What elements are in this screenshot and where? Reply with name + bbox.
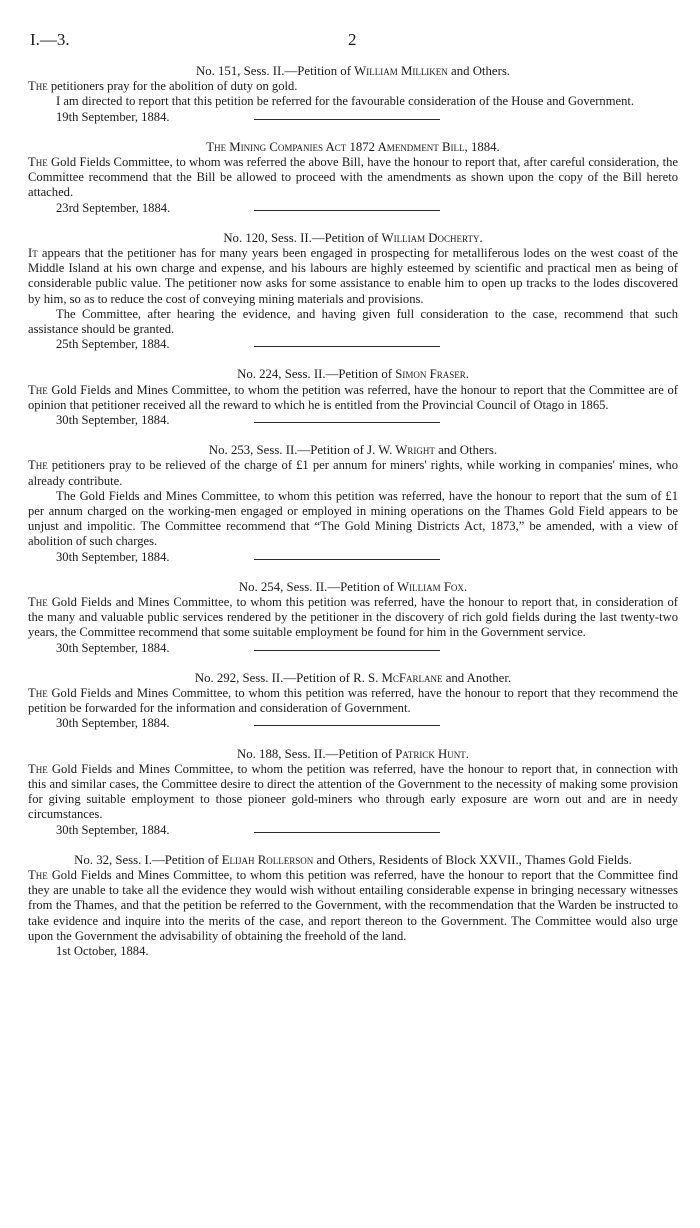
- section-divider: [254, 346, 440, 347]
- petitioner-name: Patrick Hunt: [395, 746, 466, 761]
- page-number: 2: [348, 30, 357, 49]
- report-section: [28, 671, 678, 732]
- report-date: 30th September, 1884.: [56, 413, 170, 428]
- section-divider: [254, 559, 440, 560]
- report-section: [28, 747, 678, 838]
- report-paragraph: The petitioners pray for the abolition of duty on gold.: [28, 79, 298, 94]
- petitioner-name: William Milliken: [354, 64, 448, 78]
- report-paragraph: It appears that the petitioner has for many years been engaged in prospecting for metalliferous lodes on the west coast of the Middle Island at his own charge and expense, and his labours are highly esteemed by scientific and practical men as being of considerable public value. The petitioner now asks for some assistance to enable him to open up tracks to the lodes discovered by him, so as to reduce the cost of conveying mining materials and provisions.: [28, 246, 678, 306]
- petitioner-name: William Fox: [397, 579, 464, 594]
- report-date: 25th September, 1884.: [56, 337, 170, 352]
- section-divider: [254, 119, 440, 120]
- petitioner-name: J. W. Wright: [367, 443, 435, 458]
- report-date-line: [28, 944, 678, 959]
- report-section: [28, 140, 678, 216]
- section-divider: [254, 210, 440, 211]
- report-paragraph: The Gold Fields and Mines Committee, to whom the petition was referred, have the honour to report that the Committee are of opinion that petitioner received all the reward to which he is entitled from the Provincial Council of Otago in 1865.: [28, 382, 678, 412]
- report-date-line: [28, 823, 678, 838]
- petitioner-name: Simon Fraser: [395, 367, 466, 382]
- section-title: No. 188, Sess. II.—Petition of Patrick Hunt.: [237, 746, 469, 761]
- report-date: 30th September, 1884.: [56, 822, 170, 837]
- section-title: No. 151, Sess. II.—Petition of William Milliken and Others.: [195, 64, 511, 78]
- section-title: No. 32, Sess. I.—Petition of Elijah Rollerson and Others, Residents of Block XXVII., Thames Gold Fields.: [74, 852, 632, 867]
- report-paragraph: The Gold Fields and Mines Committee, to whom this petition was referred, have the honour to report that they recommend the petition be forwarded for the information and consideration of Government.: [28, 686, 678, 716]
- document-body: [28, 64, 678, 959]
- section-title: No. 224, Sess. II.—Petition of Simon Fraser.: [237, 367, 469, 382]
- report-paragraph: The Gold Fields and Mines Committee, to whom this petition was referred, have the honour to report that the sum of £1 per annum charged on the working-men engaged or employed in mining operations on the Thames Gold Field appears to be unjust and impolitic. The Committee recommend that “The Gold Mining Districts Act, 1873,” be amended, with a view of abolition of such charges.: [28, 488, 678, 549]
- report-paragraph: I am directed to report that this petition be referred for the favourable consideration of the House and Government.: [56, 94, 635, 109]
- section-title: No. 292, Sess. II.—Petition of R. S. McFarlane and Another.: [194, 670, 512, 685]
- section-divider: [254, 650, 440, 651]
- section-title: No. 253, Sess. II.—Petition of J. W. Wright and Others.: [208, 443, 498, 458]
- petitioner-name: Elijah Rollerson: [221, 852, 314, 867]
- report-date: 30th September, 1884.: [56, 716, 170, 731]
- page-header: [30, 30, 678, 50]
- report-section: [28, 443, 678, 565]
- bill-name: The Mining Companies Act 1872 Amendment Bill: [206, 139, 465, 154]
- report-date-line: [28, 337, 678, 352]
- parliamentary-paper-ref: I.—3.: [30, 30, 70, 49]
- section-title: The Mining Companies Act 1872 Amendment Bill, 1884.: [206, 139, 500, 154]
- section-divider: [254, 725, 440, 726]
- report-paragraph: The Gold Fields and Mines Committee, to whom the petition was referred, have the honour to report that, in connection with this and similar cases, the Committee desire to direct the attention of the Government to the necessity of making some provision for giving suitable employment to those pioneer gold-miners who through early exposure are worn out and are in needy circumstances.: [28, 761, 678, 822]
- section-divider: [254, 422, 440, 423]
- report-section: [28, 64, 678, 125]
- report-date-line: [28, 716, 678, 731]
- report-paragraph: The Gold Fields and Mines Committee, to whom this petition was referred, have the honour to report that, in consideration of the many and valuable public services rendered by the petitioner in the discovery of rich gold fields during the last twenty-two years, the Committee recommend that some suitable employment be found for him in the Government service.: [28, 595, 678, 640]
- report-paragraph: The Gold Fields and Mines Committee, to whom this petition was referred, have the honour to report that the Committee find they are unable to take all the evidence they would wish without entailing considerable expense in bringing necessary witnesses from the Thames, and that the petition be referred to the Government, with the recommendation that the Warden be instructed to take evidence and inquire into the merits of the case, and report thereon to the Government. The Committee would also urge upon the Government the advisability of obtaining the freehold of the land.: [28, 868, 678, 943]
- report-date-line: [28, 550, 678, 565]
- report-section: [28, 231, 678, 353]
- petitioner-name: R. S. McFarlane: [353, 670, 443, 685]
- report-paragraph: The petitioners pray to be relieved of the charge of £1 per annum for miners' rights, while working in companies' mines, who already contribute.: [28, 458, 678, 488]
- report-section: [28, 853, 678, 959]
- report-date-line: [28, 641, 678, 656]
- report-date: 30th September, 1884.: [56, 549, 170, 564]
- report-date: 30th September, 1884.: [56, 640, 170, 655]
- report-section: [28, 580, 678, 656]
- report-date-line: [28, 201, 678, 216]
- report-paragraph: The Committee, after hearing the evidence, and having given full consideration to the case, recommend that such assistance should be granted.: [28, 306, 678, 337]
- petitioner-name: William Docherty: [381, 230, 480, 245]
- report-date: 1st October, 1884.: [56, 944, 149, 959]
- report-date-line: [28, 110, 678, 125]
- report-date: 23rd September, 1884.: [56, 200, 171, 215]
- report-date: 19th September, 1884.: [56, 109, 170, 124]
- section-title: No. 254, Sess. II.—Petition of William Fox.: [238, 579, 468, 594]
- report-date-line: [28, 413, 678, 428]
- section-title: No. 120, Sess. II.—Petition of William Docherty.: [223, 230, 483, 245]
- section-divider: [254, 832, 440, 833]
- report-paragraph: The Gold Fields Committee, to whom was referred the above Bill, have the honour to report that, after careful consideration, the Committee recommend that the Bill be allowed to proceed with the amendments as shown upon the copy of the Bill hereto attached.: [28, 155, 678, 200]
- report-section: [28, 367, 678, 428]
